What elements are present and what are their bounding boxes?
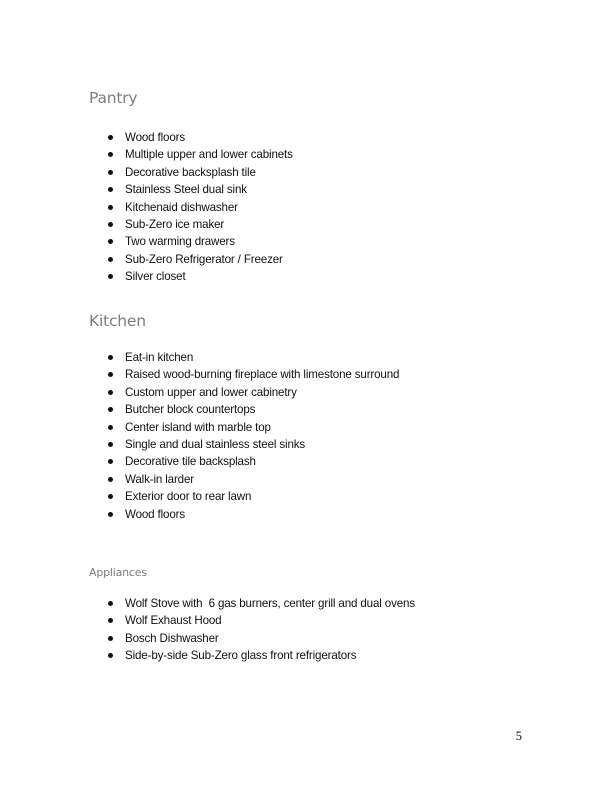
list-item: Multiple upper and lower cabinets: [108, 146, 293, 163]
bullet-icon: [108, 257, 113, 262]
list-item: Decorative backsplash tile: [108, 164, 293, 181]
list-item: Center island with marble top: [108, 419, 399, 436]
bullet-icon: [108, 372, 113, 377]
bullet-icon: [108, 425, 113, 430]
list-item: Eat-in kitchen: [108, 349, 399, 366]
bullet-icon: [108, 477, 113, 482]
section-title-kitchen: Kitchen: [89, 312, 146, 330]
bullet-icon: [108, 170, 113, 175]
bullet-icon: [108, 636, 113, 641]
appliances-list: [108, 595, 415, 665]
list-item: Wood floors: [108, 129, 293, 146]
list-item: Walk-in larder: [108, 471, 399, 488]
bullet-icon: [108, 618, 113, 623]
bullet-icon: [108, 494, 113, 499]
bullet-icon: [108, 152, 113, 157]
list-item: Bosch Dishwasher: [108, 630, 415, 647]
bullet-icon: [108, 239, 113, 244]
list-item: Sub-Zero Refrigerator / Freezer: [108, 251, 293, 268]
list-item: Silver closet: [108, 268, 293, 285]
bullet-icon: [108, 601, 113, 606]
bullet-icon: [108, 205, 113, 210]
list-item: Kitchenaid dishwasher: [108, 199, 293, 216]
list-item: Custom upper and lower cabinetry: [108, 384, 399, 401]
bullet-icon: [108, 222, 113, 227]
bullet-icon: [108, 653, 113, 658]
bullet-icon: [108, 407, 113, 412]
bullet-icon: [108, 135, 113, 140]
list-item: Exterior door to rear lawn: [108, 488, 399, 505]
section-title-appliances: Appliances: [89, 566, 147, 579]
kitchen-list: [108, 349, 399, 523]
bullet-icon: [108, 187, 113, 192]
bullet-icon: [108, 442, 113, 447]
list-item: Butcher block countertops: [108, 401, 399, 418]
list-item: Wolf Stove with 6 gas burners, center grill and dual ovens: [108, 595, 415, 612]
pantry-list: [108, 129, 293, 286]
list-item: Single and dual stainless steel sinks: [108, 436, 399, 453]
list-item: Two warming drawers: [108, 233, 293, 250]
list-item: Sub-Zero ice maker: [108, 216, 293, 233]
list-item: Raised wood-burning fireplace with limestone surround: [108, 366, 399, 383]
list-item: Side-by-side Sub-Zero glass front refrigerators: [108, 647, 415, 664]
list-item: Decorative tile backsplash: [108, 453, 399, 470]
bullet-icon: [108, 459, 113, 464]
section-title-pantry: Pantry: [89, 89, 138, 107]
bullet-icon: [108, 274, 113, 279]
page-number: 5: [515, 729, 522, 743]
bullet-icon: [108, 512, 113, 517]
list-item: Stainless Steel dual sink: [108, 181, 293, 198]
bullet-icon: [108, 390, 113, 395]
bullet-icon: [108, 355, 113, 360]
list-item: Wolf Exhaust Hood: [108, 612, 415, 629]
list-item: Wood floors: [108, 506, 399, 523]
